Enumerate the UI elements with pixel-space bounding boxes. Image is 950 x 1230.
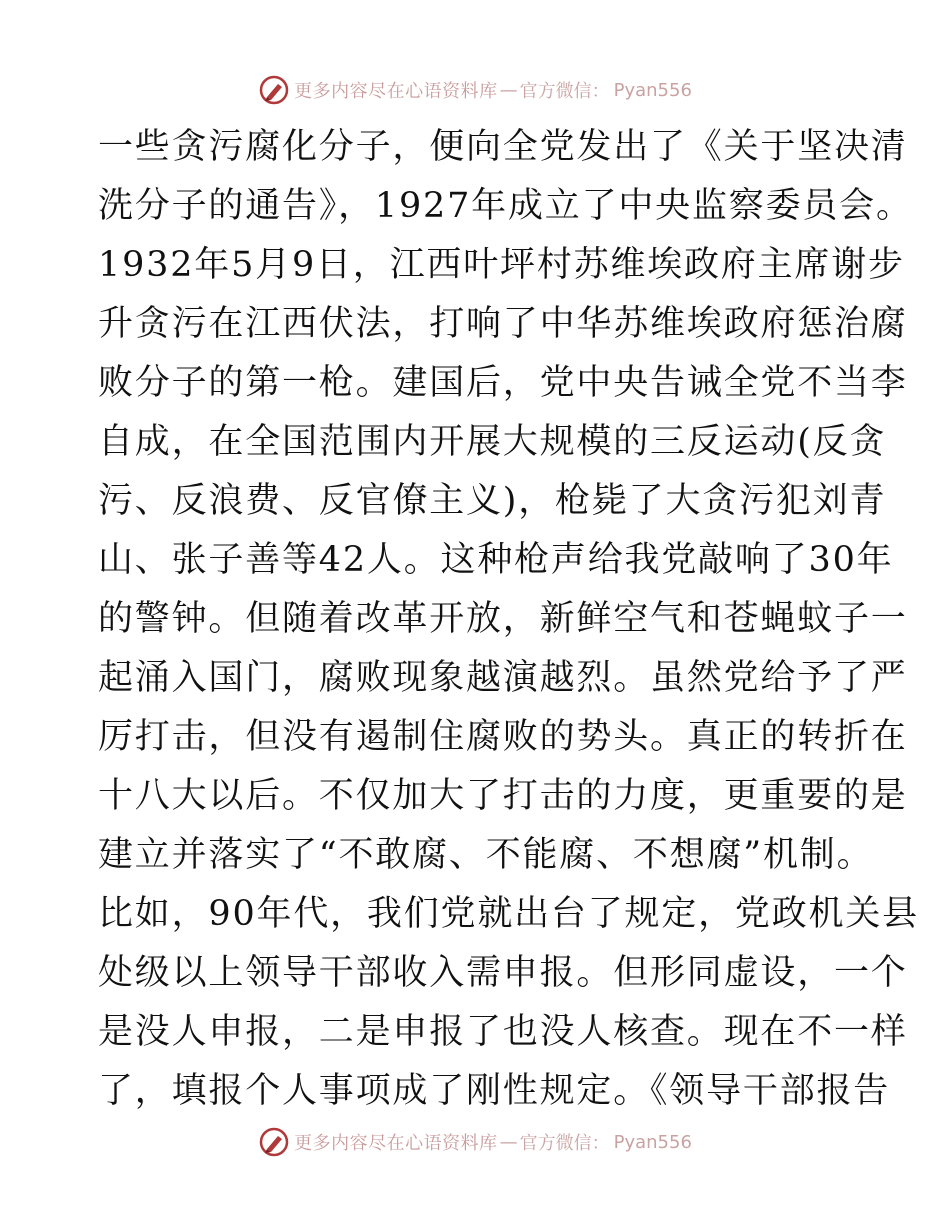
watermark-text: 更多内容尽在心语资料库 — [294, 81, 498, 102]
body-line: 处级以上领导干部收入需申报。但形同虚设，一个 — [98, 953, 908, 993]
body-line: 十八大以后。不仅加大了打击的力度，更重要的是 — [98, 776, 908, 816]
body-line: 起涌入国门，腐败现象越演越烈。虽然党给予了严 — [98, 658, 908, 698]
body-line: 厉打击，但没有遏制住腐败的势头。真正的转折在 — [98, 717, 908, 757]
body-line: 是没人申报，二是申报了也没人核查。现在不一样 — [98, 1012, 908, 1052]
body-line: 建立并落实了“不敢腐、不能腐、不想腐”机制。 — [98, 835, 874, 875]
watermark-wechat-id: Pyan556 — [613, 1131, 692, 1153]
watermark-dash: — — [499, 1131, 518, 1153]
body-line: 洗分子的通告》，1927年成立了中央监察委员会。 — [98, 186, 913, 226]
pen-nib-logo-icon — [258, 1126, 290, 1158]
body-line: 败分子的第一枪。建国后，党中央告诫全党不当李 — [98, 363, 908, 403]
body-line: 污、反浪费、反官僚主义)，枪毙了大贪污犯刘青 — [98, 481, 887, 521]
body-line: 一些贪污腐化分子，便向全党发出了《关于坚决清 — [98, 127, 908, 167]
header-watermark — [0, 70, 950, 110]
watermark-official-label: 官方微信： — [519, 1133, 610, 1154]
footer-watermark — [0, 1122, 950, 1162]
body-line: 山、张子善等42人。这种枪声给我党敲响了30年 — [98, 540, 894, 580]
body-line: 自成，在全国范围内开展大规模的三反运动(反贪 — [98, 422, 887, 462]
document-body — [98, 118, 919, 1121]
body-line: 1932年5月9日，江西叶坪村苏维埃政府主席谢步 — [98, 245, 905, 285]
body-line: 的警钟。但随着改革开放，新鲜空气和苍蝇蚊子一 — [98, 599, 908, 639]
watermark-text: 更多内容尽在心语资料库 — [294, 1133, 498, 1154]
body-line: 升贪污在江西伏法，打响了中华苏维埃政府惩治腐 — [98, 304, 908, 344]
body-line: 比如，90年代，我们党就出台了规定，党政机关县 — [98, 894, 919, 934]
watermark-dash: — — [499, 79, 518, 101]
watermark-wechat-id: Pyan556 — [613, 79, 692, 101]
body-line: 了，填报个人事项成了刚性规定。《领导干部报告 — [98, 1071, 891, 1111]
watermark-official-label: 官方微信： — [519, 81, 610, 102]
pen-nib-logo-icon — [258, 74, 290, 106]
